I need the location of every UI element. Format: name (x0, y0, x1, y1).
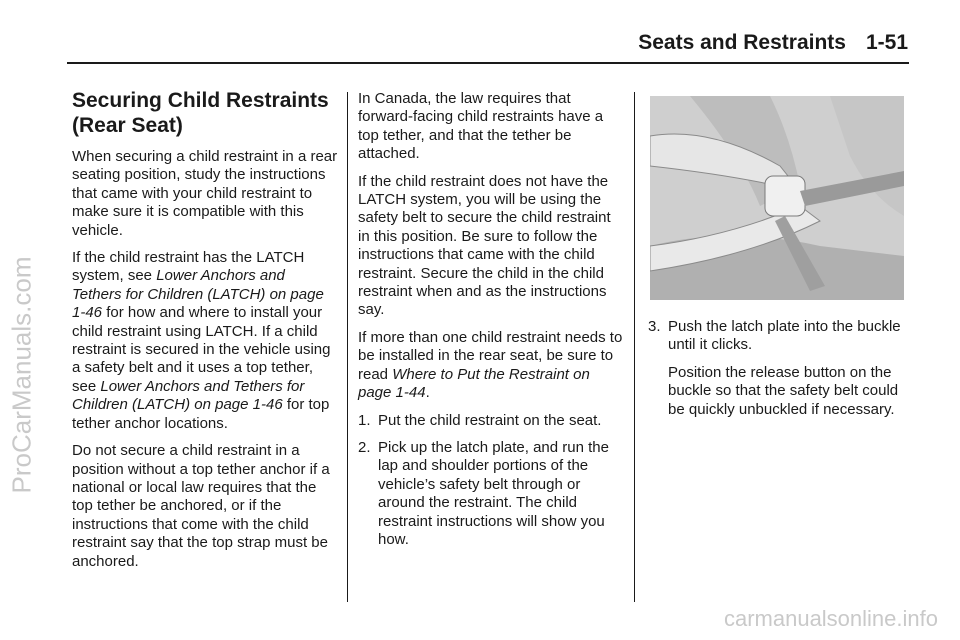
column-1 (72, 88, 338, 580)
paragraph (358, 329, 626, 403)
heading-line-2: (Rear Seat) (72, 114, 183, 137)
step-number: 1. (358, 411, 371, 429)
text: for how and where to install your child restraint using LATCH. If a child restraint is secured in the vehicle using a safety belt and it uses a top tether, see (72, 304, 331, 395)
cross-reference-link[interactable]: Lower Anchors and Tethers for Children (LATCH) on page 1-46 (72, 267, 324, 322)
cross-reference-link[interactable]: Where to Put the Restraint on page 1-44 (358, 365, 590, 402)
heading-line-1: Securing Child Restraints (72, 89, 329, 112)
section-heading (72, 88, 338, 138)
paragraph (72, 249, 338, 433)
section-title: Seats and Restraints (638, 31, 846, 54)
header-rule (67, 62, 909, 64)
step-item (358, 439, 626, 549)
page-number: 1-51 (865, 31, 908, 54)
footer-watermark: carmanualsonline.info (723, 606, 938, 631)
text: . (425, 384, 430, 402)
text: If the child restraint has the LATCH system, see (72, 249, 305, 285)
paragraph: Do not secure a child restraint in a position without a top tether anchor if a national or local law requires that the top tether be anchored, or if the instructions that come with the child restraint say that the top strap must be anchored. (72, 442, 330, 570)
paragraph: When securing a child restraint in a rear seating position, study the instructions that came with your child restraint to make sure it is compatible with this vehicle. (72, 148, 338, 239)
step-text: Pick up the latch plate, and run the lap and shoulder portions of the vehicle’s safety belt through or around the restraint. The child restraint instructions will show you how. (378, 438, 609, 548)
text: If more than one child restraint needs to be installed in the rear seat, be sure to read (358, 328, 623, 383)
text: for top tether anchor locations. (72, 396, 330, 432)
buckle-illustration (650, 96, 904, 300)
column-divider-1 (347, 92, 348, 602)
step-item (358, 412, 626, 430)
step-number: 2. (358, 438, 371, 456)
step-text: Put the child restraint on the seat. (378, 411, 602, 429)
step-number: 3. (648, 318, 661, 335)
step-text: Push the latch plate into the buckle until it clicks. (668, 318, 901, 354)
page-header (560, 30, 908, 56)
step-note: Position the release button on the buckle so that the safety belt could be quickly unbuckled if necessary. (668, 363, 899, 418)
watermark-text: ProCarManuals.com (6, 256, 37, 494)
column-2 (358, 90, 626, 558)
paragraph: If the child restraint does not have the LATCH system, you will be using the safety belt to secure the child restraint in this position. Be sure to follow the instructions that came with the child restraint. Secure the child in the child restraint when and as the instructions say. (358, 172, 611, 319)
side-watermark (2, 140, 42, 610)
paragraph: In Canada, the law requires that forward-facing child restraints have a top tether, and that the tether be attached. (358, 90, 604, 163)
step-item (648, 318, 910, 355)
column-divider-2 (634, 92, 635, 602)
illustration-graphic (650, 96, 904, 300)
cross-reference-link[interactable]: Lower Anchors and Tethers for Children (LATCH) on page 1-46 (72, 377, 305, 414)
step-list (648, 318, 910, 428)
